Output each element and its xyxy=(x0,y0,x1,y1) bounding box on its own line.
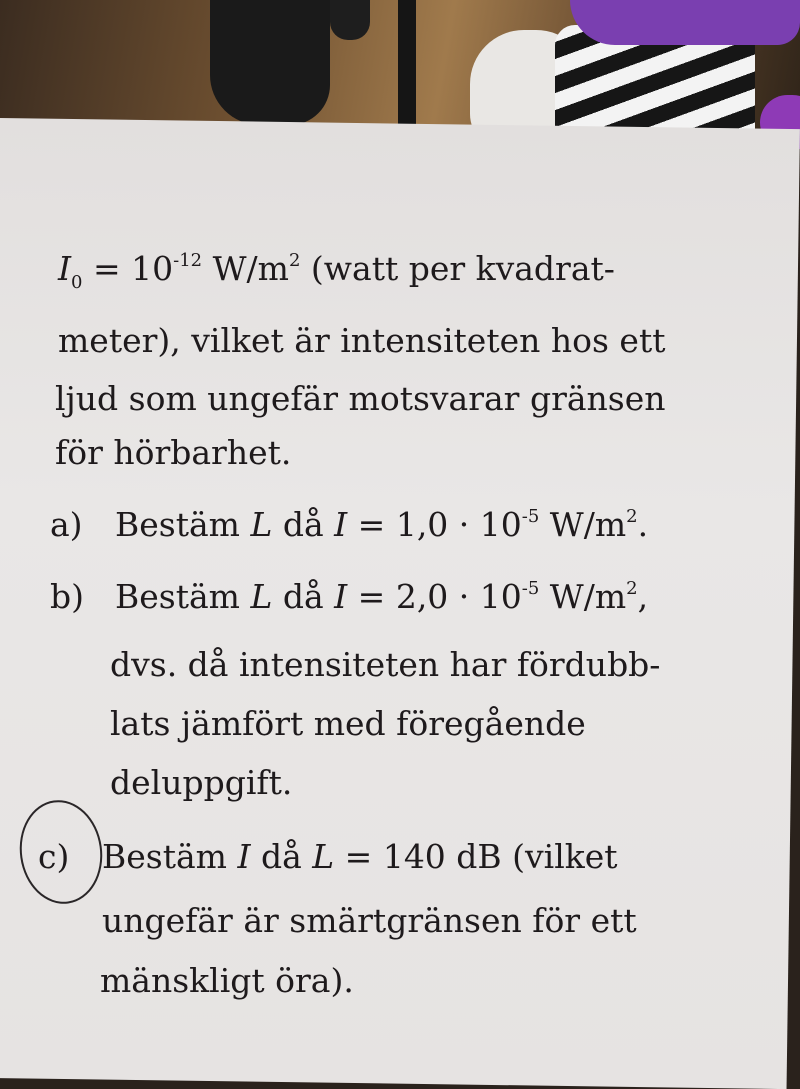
intro-line-3: ljud som ungefär motsvarar gränsen xyxy=(55,379,666,418)
intro-line-2: meter), vilket är intensiteten hos ett xyxy=(58,321,666,360)
intro-line-4: för hörbarhet. xyxy=(55,433,292,472)
task-c-label: c) xyxy=(38,837,70,876)
task-c-line-3: mänskligt öra). xyxy=(100,961,354,1000)
task-c-line-1: Bestäm I då L = 140 dB (vilket xyxy=(102,837,618,876)
task-b-line-2: dvs. då intensiteten har fördubb- xyxy=(110,645,661,684)
task-b-line-3: lats jämfört med föregående xyxy=(110,704,586,743)
task-a-line-1: Bestäm L då $I = 1,0 \cdot 10^{-5}$ $W/m^2$. xyxy=(115,505,649,544)
task-a-label: a) xyxy=(50,505,83,544)
intro-line-1: $I_0 = 10^{-12}$ $W/m^2$ (watt per kvadrat- xyxy=(58,249,615,293)
task-b-label: b) xyxy=(50,577,84,616)
task-c-line-2: ungefär är smärtgränsen för ett xyxy=(102,901,637,940)
task-b-line-1: Bestäm L då $I = 2,0 \cdot 10^{-5}$ $W/m^2$, xyxy=(115,577,649,616)
task-b-line-4: deluppgift. xyxy=(110,763,293,802)
